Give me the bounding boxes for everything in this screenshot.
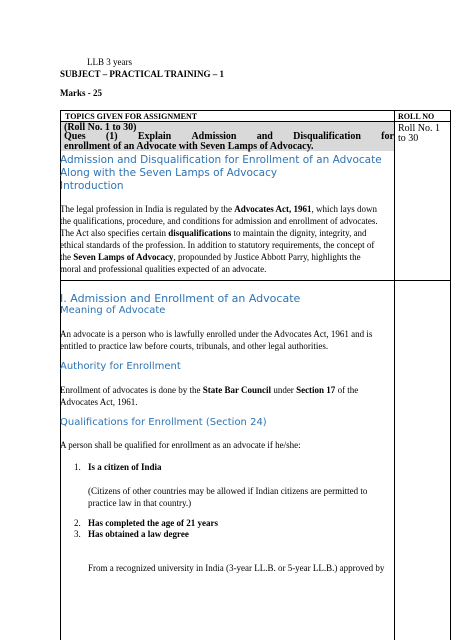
text-bold: disqualifications	[168, 228, 232, 238]
table-col1-header: TOPICS GIVEN FOR ASSIGNMENT	[65, 112, 198, 121]
qualification-item-3: Has obtained a law degree	[88, 529, 189, 539]
text-run: The legal profession in India is regulated by the	[60, 204, 235, 214]
text-bold: Advocates Act, 1961	[234, 204, 312, 214]
course-label: LLB 3 years	[87, 57, 132, 67]
intro-para-line5	[60, 252, 361, 263]
text-bold: Section 17	[296, 385, 336, 395]
q-word: Ques	[64, 131, 86, 142]
intro-para-line2: the qualifications, procedure, and conditions for admission and enrollment of advocates.	[60, 216, 378, 226]
text-run: the	[60, 252, 74, 262]
intro-para-line3	[60, 228, 367, 239]
intro-heading-1: Admission and Disqualification for Enrollment of an Advocate	[60, 154, 382, 166]
authority-para-line2: Advocates Act, 1961.	[60, 397, 138, 407]
intro-para-line6: moral and professional qualities expected of an advocate.	[60, 264, 267, 274]
intro-para-line4: ethical standards of the profession. In addition to statutory requirements, the concept of	[60, 240, 375, 250]
meaning-para-line1: An advocate is a person who is lawfully enrolled under the Advocates Act, 1961 and is	[60, 329, 373, 339]
roll-cell-line1: Roll No. 1	[398, 123, 440, 134]
item1-note-line2: practice law in that country.)	[88, 498, 192, 508]
question-text: enrollment of an Advocate with Seven Lamps of Advocacy	[64, 141, 312, 152]
q-word: Disqualification	[293, 131, 361, 142]
roll-cell-line2: to 30	[398, 133, 419, 144]
question-line3	[64, 141, 314, 152]
q-word: (1)	[105, 131, 118, 142]
text-run: Enrollment of advocates is done by the	[60, 385, 203, 395]
subject-title: SUBJECT – PRACTICAL TRAINING – 1	[60, 69, 224, 79]
question-roll-range: (Roll No. 1 to 30)	[64, 122, 137, 133]
text-run: , propounded by Justice Abbott Parry, highlights the	[173, 252, 361, 262]
qualification-item-2: Has completed the age of 21 years	[88, 518, 218, 528]
intro-para-line1	[60, 204, 377, 215]
text-run: to maintain the dignity, integrity, and	[231, 228, 367, 238]
question-period: .	[311, 141, 314, 152]
text-bold: Seven Lamps of Advocacy	[73, 252, 174, 262]
section1-heading: I. Admission and Enrollment of an Advocate	[60, 292, 301, 305]
list-number: 2.	[74, 518, 81, 528]
item1-note-line1: (Citizens of other countries may be allowed if Indian citizens are permitted to	[88, 486, 368, 496]
section1-sub-meaning: Meaning of Advocate	[60, 305, 166, 316]
text-run: , which lays down	[311, 204, 377, 214]
marks-label: Marks - 25	[60, 88, 102, 98]
item3-note: From a recognized university in India (3-year LL.B. or 5-year LL.B.) approved by	[88, 563, 385, 573]
intro-heading-3: Introduction	[60, 180, 124, 192]
table-col2-header: ROLL NO	[398, 112, 435, 121]
intro-heading-2: Along with the Seven Lamps of Advocacy	[60, 167, 278, 179]
q-word: Admission	[191, 131, 237, 142]
text-run: under	[271, 385, 297, 395]
meaning-para-line2: entitled to practice law before courts, tribunals, and other legal authorities.	[60, 341, 329, 351]
section1-sub-qualifications: Qualifications for Enrollment (Section 24)	[60, 417, 267, 428]
list-number: 3.	[74, 529, 81, 539]
q-word: and	[256, 131, 273, 142]
section1-sub-authority: Authority for Enrollment	[60, 361, 181, 372]
qualification-item-1: Is a citizen of India	[88, 462, 162, 472]
q-word: Explain	[137, 131, 172, 142]
qualifications-intro: A person shall be qualified for enrollment as an advocate if he/she:	[60, 440, 301, 450]
text-run: of the	[335, 385, 359, 395]
q-word: for	[381, 131, 394, 142]
authority-para-line1	[60, 385, 358, 396]
text-run: The Act also specifies certain	[60, 228, 169, 238]
text-bold: State Bar Council	[202, 385, 272, 395]
list-number: 1.	[74, 462, 81, 472]
